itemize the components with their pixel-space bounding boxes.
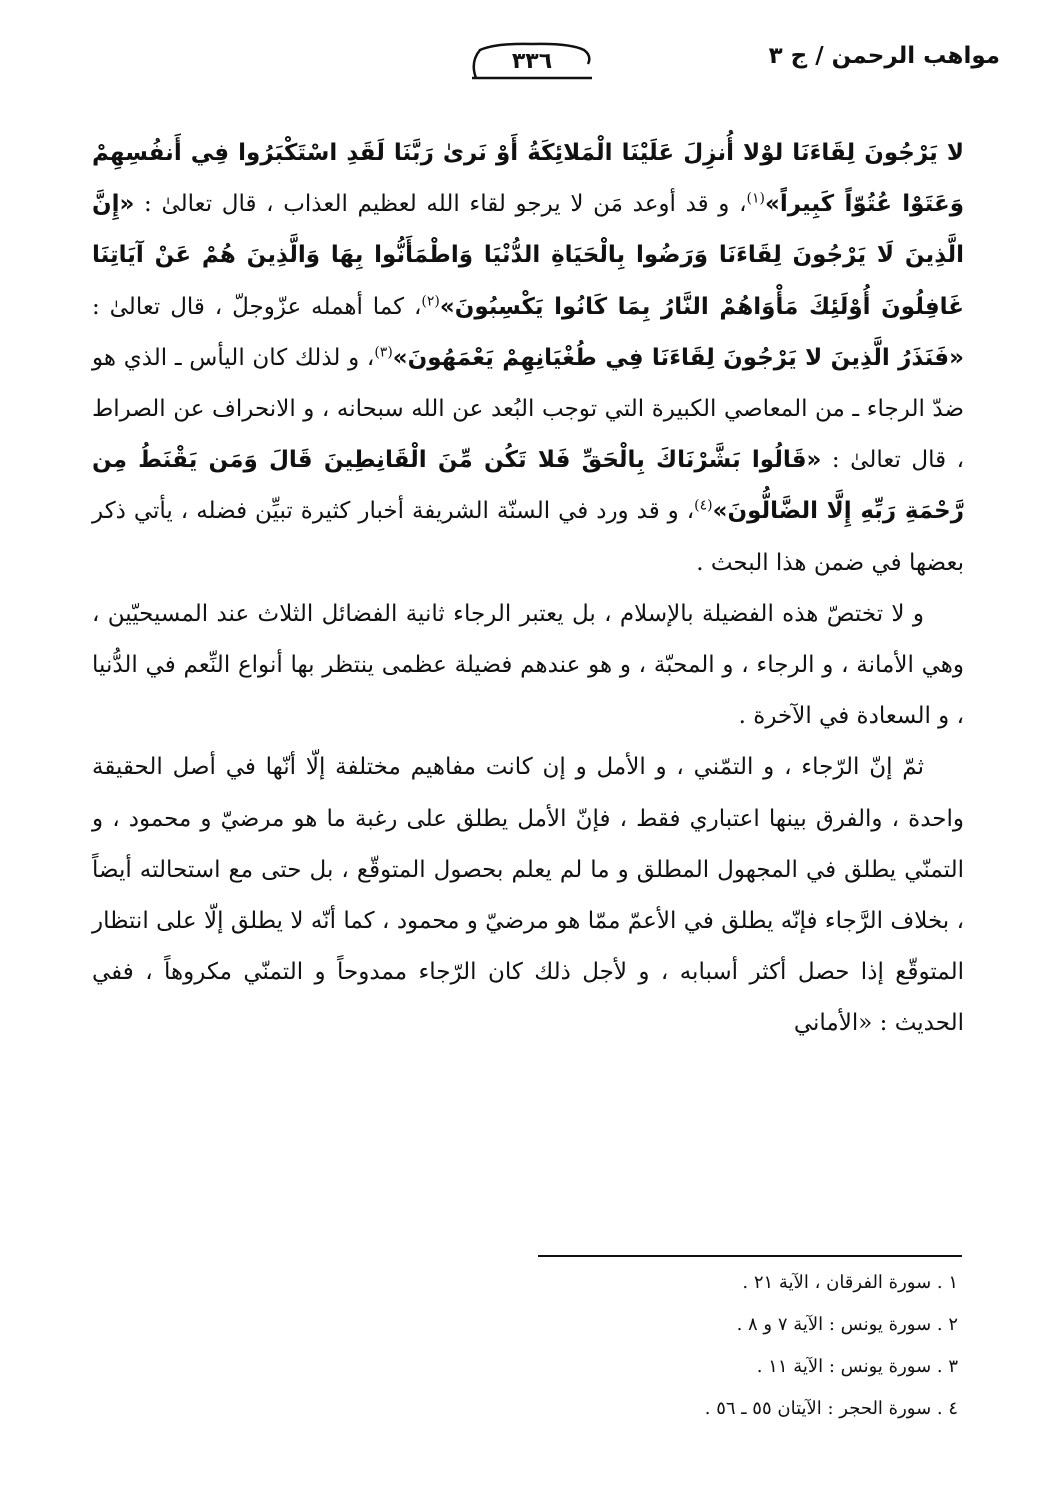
paragraph-1 bbox=[92, 128, 964, 589]
footnote-3: ٣ . سورة يونس : الآية ١١ . bbox=[756, 1356, 958, 1377]
quran-verse-3: «فَنَذَرُ الَّذِينَ لا يَرْجُونَ لِقَاءَنَا فِي طُغْيَانِهِمْ يَعْمَهُونَ» bbox=[392, 344, 964, 371]
paragraph-2: و لا تختصّ هذه الفضيلة بالإسلام ، بل يعتبر الرجاء ثانية الفضائل الثلاث عند المسيحيّين ، وهي الأمانة ، و الرجاء ، و المحبّة ، و هو عندهم فضيلة عظمى ينتظر بها أنواع النِّعم في الدُّنيا ، و السعادة في الآخرة . bbox=[92, 600, 964, 730]
paragraph-1-text-2: ، كما أهمله عزّوجلّ ، قال تعالىٰ : bbox=[92, 293, 422, 320]
quran-verse-1: لا يَرْجُونَ لِقَاءَنَا لوْلا أُنزِلَ عَلَيْنَا الْمَلائِكَةُ أَوْ نَرىٰ رَبَّنَا لَقَدِ اسْتَكْبَرُوا فِي أَنفُسِهِمْ وَعَتَوْا عُتُوّاً كَبِيراً» bbox=[92, 140, 964, 218]
quran-verse-2: «إِنَّ الَّذِينَ لَا يَرْجُونَ لِقَاءَنَا وَرَضُوا بِالْحَيَاةِ الدُّنْيَا وَاطْمَأَنُّوا بِهَا وَالَّذِينَ هُمْ عَنْ آيَاتِنَا غَافِلُونَ أُوْلَئِكَ مَأْوَاهُمْ النَّارُ بِمَا كَانُوا يَكْسِبُونَ» bbox=[92, 191, 964, 320]
running-title: مواهب الرحمن / ج ٣ bbox=[768, 43, 1000, 69]
paragraph-1-text-4: ، و قد ورد في السنّة الشريفة أخبار كثيرة تبيِّن فضله ، يأتي ذكر بعضها في ضمن هذا البحث . bbox=[92, 498, 964, 576]
page-number: ٣٣٦ bbox=[511, 49, 553, 74]
paragraph-1-text-1: ، و قد أوعد مَن لا يرجو لقاء الله لعظيم العذاب ، قال تعالىٰ : bbox=[134, 191, 747, 218]
footnote-ref-3: (٣) bbox=[374, 344, 393, 361]
page-number-badge bbox=[466, 42, 598, 82]
paragraph-3: ثمّ إنّ الرّجاء ، و التمّني ، و الأمل و إن كانت مفاهيم مختلفة إلّا أنّها في أصل الحقيقة واحدة ، والفرق بينها اعتباري فقط ، فإنّ الأمل يطلق على رغبة ما هو مرضيّ و محمود ، و التمنّي يطلق في المجهول المطلق و ما لم يعلم بحصول المتوقّع ، بل حتى مع استحالته أيضاً ، بخلاف الرَّجاء فإنّه يطلق في الأعمّ ممّا هو مرضيّ و محمود ، كما أنّه لا يطلق إلّا على انتظار المتوقّع إذا حصل أكثر أسبابه ، و لأجل ذلك كان الرّجاء ممدوحاً و التمنّي مكروهاً ، ففي الحديث : «الأماني bbox=[92, 754, 964, 1037]
footnotes-list bbox=[458, 1262, 958, 1430]
paragraph-1-text-3: ، و لذلك كان اليأس ـ الذي هو ضدّ الرجاء ـ من المعاصي الكبيرة التي توجب البُعد عن الله سبحانه ، و الانحراف عن الصراط ، قال تعالىٰ : bbox=[92, 344, 964, 474]
footnote-4: ٤ . سورة الحجر : الآيتان ٥٥ ـ ٥٦ . bbox=[704, 1398, 958, 1419]
footnote-ref-2: (٢) bbox=[421, 292, 440, 309]
main-text bbox=[92, 128, 964, 1050]
footnote-ref-4: (٤) bbox=[694, 497, 713, 514]
footnote-ref-1: (١) bbox=[746, 190, 765, 207]
quran-verse-4: «قَالُوا بَشَّرْنَاكَ بِالْحَقِّ فَلا تَكُن مِّنَ الْقَانِطِينَ قَالَ وَمَن يَقْنَطُ مِن رَّحْمَةِ رَبِّهِ إِلَّا الضَّالُّونَ» bbox=[92, 447, 964, 525]
footnote-divider bbox=[538, 1255, 962, 1257]
footnote-2: ٢ . سورة يونس : الآية ٧ و ٨ . bbox=[736, 1314, 958, 1335]
footnote-1: ١ . سورة الفرقان ، الآية ٢١ . bbox=[742, 1272, 958, 1293]
